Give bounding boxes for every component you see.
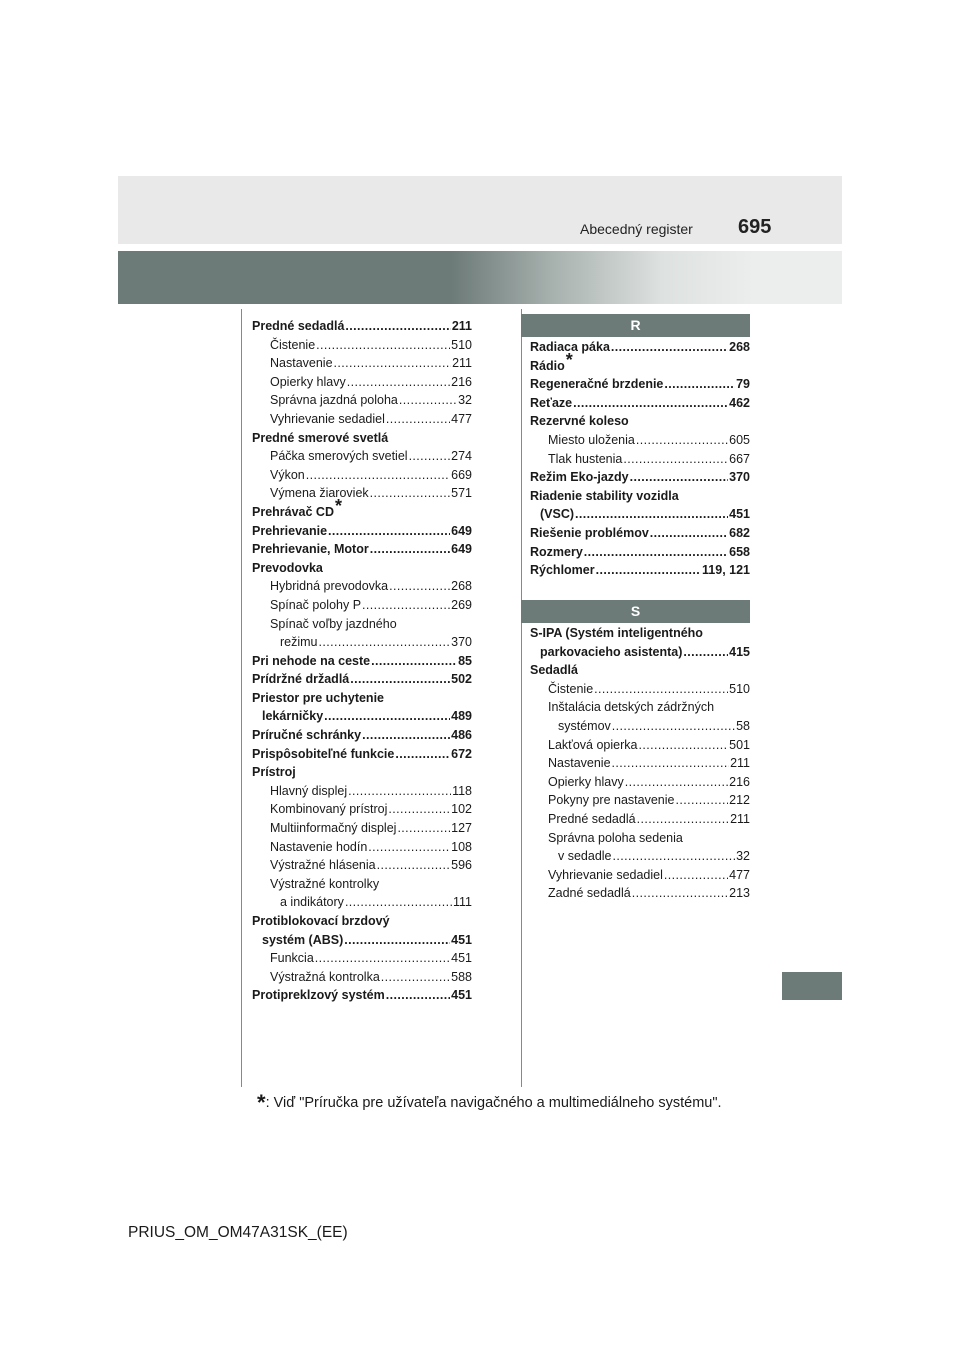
entry-page-number: 127 bbox=[451, 821, 472, 836]
index-heading bbox=[530, 487, 750, 506]
dot-leader bbox=[638, 736, 728, 755]
entry-page-number: 502 bbox=[451, 672, 472, 687]
index-entry bbox=[252, 838, 472, 857]
dot-leader bbox=[632, 884, 728, 903]
entry-term: Prevodovka bbox=[252, 560, 323, 575]
dot-leader bbox=[611, 338, 728, 357]
index-entry bbox=[252, 819, 472, 838]
entry-term: lekárničky bbox=[262, 709, 324, 724]
dot-leader bbox=[409, 447, 451, 466]
entry-term: Čistenie bbox=[548, 681, 594, 696]
dot-leader bbox=[345, 893, 452, 912]
entry-term: Nastavenie hodín bbox=[270, 839, 368, 854]
entry-page-number: 211 bbox=[730, 811, 750, 826]
entry-page-number: 596 bbox=[451, 858, 472, 873]
footnote-star-marker: * bbox=[335, 495, 343, 516]
entry-term: Nastavenie bbox=[270, 356, 333, 371]
entry-page-number: 269 bbox=[451, 597, 472, 612]
entry-page-number: 211 bbox=[730, 756, 750, 771]
entry-term: Výstražné hlásenia bbox=[270, 858, 376, 873]
entry-term: Prístroj bbox=[252, 765, 296, 780]
entry-term: Rádio bbox=[530, 358, 565, 373]
dot-leader bbox=[573, 394, 728, 413]
index-column-r bbox=[530, 338, 750, 580]
entry-page-number: 486 bbox=[451, 728, 472, 743]
dot-leader bbox=[370, 540, 450, 559]
entry-page-number: 649 bbox=[451, 542, 472, 557]
letter-heading-s: S bbox=[521, 600, 750, 623]
index-entry bbox=[252, 447, 472, 466]
entry-term: Spínač polohy P bbox=[270, 597, 362, 612]
entry-page-number: 415 bbox=[729, 644, 750, 659]
entry-term: Tlak hustenia bbox=[548, 451, 623, 466]
dot-leader bbox=[319, 633, 451, 652]
dot-leader bbox=[324, 707, 450, 726]
entry-term: a indikátory bbox=[280, 895, 344, 910]
entry-term: Riešenie problémov bbox=[530, 525, 649, 540]
index-entry bbox=[252, 596, 472, 615]
entry-term: Riadenie stability vozidla bbox=[530, 488, 679, 503]
dot-leader bbox=[650, 524, 728, 543]
entry-page-number: 571 bbox=[451, 486, 472, 501]
entry-page-number: 451 bbox=[729, 507, 750, 522]
entry-term: (VSC) bbox=[540, 507, 575, 522]
entry-term: Spínač voľby jazdného bbox=[270, 616, 397, 631]
index-entry bbox=[530, 338, 750, 357]
entry-page-number: 79 bbox=[736, 377, 750, 392]
entry-term: Výstražné kontrolky bbox=[270, 876, 380, 891]
dot-leader bbox=[381, 968, 450, 987]
dot-leader bbox=[386, 410, 450, 429]
footnote-text: : Viď "Príručka pre užívateľa navigačného a multimediálneho systému". bbox=[265, 1095, 722, 1111]
index-entry bbox=[252, 893, 472, 912]
index-entry bbox=[530, 561, 750, 580]
footnote bbox=[257, 1090, 722, 1116]
dot-leader bbox=[399, 391, 457, 410]
index-heading bbox=[530, 698, 750, 717]
entry-term: Reťaze bbox=[530, 395, 573, 410]
dot-leader bbox=[594, 680, 728, 699]
entry-page-number: 102 bbox=[451, 802, 472, 817]
index-entry bbox=[252, 317, 472, 336]
entry-page-number: 658 bbox=[729, 544, 750, 559]
index-entry bbox=[252, 577, 472, 596]
dot-leader bbox=[612, 717, 735, 736]
index-entry bbox=[530, 680, 750, 699]
entry-term: parkovacieho asistenta) bbox=[540, 644, 683, 659]
index-heading bbox=[252, 495, 472, 522]
entry-term: Multiinformačný displej bbox=[270, 821, 397, 836]
entry-term: Protiblokovací brzdový bbox=[252, 914, 390, 928]
index-entry bbox=[530, 524, 750, 543]
entry-term: Prehrávač CD bbox=[252, 504, 334, 519]
entry-page-number: 370 bbox=[451, 635, 472, 650]
entry-page-number: 216 bbox=[729, 774, 750, 789]
index-entry bbox=[252, 800, 472, 819]
index-entry bbox=[252, 670, 472, 689]
dot-leader bbox=[377, 856, 451, 875]
index-heading bbox=[252, 912, 472, 931]
index-heading bbox=[252, 875, 472, 894]
entry-term: Režim Eko-jazdy bbox=[530, 470, 629, 485]
dot-leader bbox=[334, 354, 452, 373]
column-divider-left bbox=[241, 309, 242, 1087]
entry-term: Miesto uloženia bbox=[548, 432, 635, 447]
index-entry bbox=[530, 791, 750, 810]
entry-term: Páčka smerových svetiel bbox=[270, 449, 408, 464]
dot-leader bbox=[637, 810, 729, 829]
document-code: PRIUS_OM_OM47A31SK_(EE) bbox=[128, 1224, 348, 1241]
entry-page-number: 501 bbox=[729, 737, 750, 752]
entry-term: systémov bbox=[558, 718, 611, 733]
dot-leader bbox=[362, 726, 450, 745]
dot-leader bbox=[613, 847, 736, 866]
letter-heading-r: R bbox=[521, 314, 750, 337]
dot-leader bbox=[623, 450, 728, 469]
entry-term: režimu bbox=[280, 635, 318, 650]
entry-term: Príručné schránky bbox=[252, 728, 362, 743]
index-entry bbox=[530, 505, 750, 524]
dot-leader bbox=[625, 773, 728, 792]
entry-page-number: 211 bbox=[451, 319, 472, 333]
index-entry bbox=[252, 856, 472, 875]
entry-page-number: 462 bbox=[729, 395, 750, 410]
entry-term: Predné smerové svetlá bbox=[252, 430, 389, 445]
entry-term: Rozmery bbox=[530, 544, 583, 559]
header-bar bbox=[118, 176, 842, 244]
entry-term: Funkcia bbox=[270, 951, 314, 966]
entry-page-number: 669 bbox=[451, 467, 472, 482]
index-heading bbox=[252, 689, 472, 708]
entry-term: Lakťová opierka bbox=[548, 737, 638, 752]
index-heading bbox=[530, 412, 750, 431]
page-number: 695 bbox=[738, 216, 772, 238]
dot-leader bbox=[370, 484, 450, 503]
dot-leader bbox=[347, 373, 450, 392]
entry-term: Opierky hlavy bbox=[548, 774, 624, 789]
dot-leader bbox=[368, 838, 450, 857]
index-heading bbox=[530, 829, 750, 848]
index-entry bbox=[530, 375, 750, 394]
footnote-star-marker: * bbox=[565, 349, 573, 370]
index-entry bbox=[252, 336, 472, 355]
index-entry bbox=[252, 726, 472, 745]
entry-page-number: 119, 121 bbox=[702, 563, 750, 578]
index-entry bbox=[530, 717, 750, 736]
index-heading bbox=[252, 763, 472, 782]
entry-page-number: 85 bbox=[458, 653, 472, 668]
index-heading bbox=[252, 429, 472, 448]
entry-page-number: 108 bbox=[451, 839, 472, 854]
entry-term: Výstražná kontrolka bbox=[270, 969, 380, 984]
dot-leader bbox=[388, 800, 450, 819]
index-entry bbox=[252, 745, 472, 764]
index-entry bbox=[252, 986, 472, 1005]
entry-term: Predné sedadlá bbox=[548, 811, 636, 826]
entry-page-number: 477 bbox=[451, 411, 472, 426]
entry-page-number: 32 bbox=[458, 393, 472, 408]
index-entry bbox=[530, 884, 750, 903]
dot-leader bbox=[630, 468, 729, 487]
index-entry bbox=[530, 866, 750, 885]
entry-page-number: 682 bbox=[729, 525, 750, 540]
dot-leader bbox=[389, 577, 450, 596]
entry-page-number: 510 bbox=[451, 337, 472, 352]
index-heading bbox=[252, 615, 472, 634]
index-entry bbox=[252, 373, 472, 392]
entry-term: Výkon bbox=[270, 467, 305, 482]
entry-page-number: 451 bbox=[451, 951, 472, 966]
dot-leader bbox=[348, 782, 451, 801]
dot-leader bbox=[575, 505, 728, 524]
index-entry bbox=[252, 354, 472, 373]
section-title: Abecedný register bbox=[580, 221, 693, 237]
entry-term: Pri nehode na ceste bbox=[252, 653, 371, 668]
entry-term: v sedadle bbox=[558, 849, 612, 864]
dot-leader bbox=[328, 522, 450, 541]
entry-page-number: 451 bbox=[451, 988, 472, 1003]
entry-term: Priestor pre uchytenie bbox=[252, 690, 384, 705]
index-column-s bbox=[530, 624, 750, 903]
dot-leader bbox=[395, 745, 450, 764]
index-entry bbox=[252, 652, 472, 671]
entry-page-number: 111 bbox=[452, 895, 472, 910]
entry-page-number: 667 bbox=[729, 451, 750, 466]
dot-leader bbox=[636, 431, 728, 450]
entry-page-number: 510 bbox=[729, 681, 750, 696]
index-entry bbox=[252, 484, 472, 503]
header-gradient-band bbox=[118, 251, 842, 304]
entry-term: Kombinovaný prístroj bbox=[270, 802, 388, 817]
entry-term: Prispôsobiteľné funkcie bbox=[252, 746, 395, 761]
index-heading bbox=[530, 349, 750, 376]
entry-term: Správna poloha sedenia bbox=[548, 830, 683, 845]
entry-page-number: 451 bbox=[451, 932, 472, 947]
dot-leader bbox=[350, 670, 450, 689]
entry-page-number: 212 bbox=[729, 793, 750, 808]
entry-term: Predné sedadlá bbox=[252, 319, 345, 333]
index-entry bbox=[252, 633, 472, 652]
entry-term: Výmena žiaroviek bbox=[270, 486, 369, 501]
dot-leader bbox=[316, 336, 450, 355]
index-entry bbox=[252, 782, 472, 801]
entry-page-number: 213 bbox=[729, 886, 750, 901]
index-heading bbox=[252, 559, 472, 578]
entry-term: Prehrievanie bbox=[252, 523, 328, 538]
index-entry bbox=[530, 810, 750, 829]
index-entry bbox=[530, 736, 750, 755]
dot-leader bbox=[664, 375, 735, 394]
index-entry bbox=[252, 410, 472, 429]
entry-page-number: 588 bbox=[451, 969, 472, 984]
index-entry bbox=[252, 466, 472, 485]
entry-page-number: 32 bbox=[736, 849, 750, 864]
index-entry bbox=[252, 949, 472, 968]
entry-term: S-IPA (Systém inteligentného bbox=[530, 626, 703, 640]
entry-page-number: 649 bbox=[451, 523, 472, 538]
dot-leader bbox=[315, 949, 450, 968]
index-entry bbox=[252, 540, 472, 559]
entry-page-number: 370 bbox=[729, 470, 750, 485]
entry-page-number: 477 bbox=[729, 867, 750, 882]
footnote-star: * bbox=[257, 1090, 266, 1115]
entry-term: Prídržné držadlá bbox=[252, 672, 350, 687]
index-entry bbox=[252, 968, 472, 987]
index-entry bbox=[530, 394, 750, 413]
entry-term: Čistenie bbox=[270, 337, 316, 352]
dot-leader bbox=[362, 596, 450, 615]
dot-leader bbox=[371, 652, 457, 671]
entry-term: Opierky hlavy bbox=[270, 374, 346, 389]
entry-page-number: 268 bbox=[729, 340, 750, 354]
entry-term: Prehrievanie, Motor bbox=[252, 542, 369, 557]
entry-term: Nastavenie bbox=[548, 756, 611, 771]
index-entry bbox=[252, 522, 472, 541]
index-entry bbox=[530, 754, 750, 773]
index-entry bbox=[530, 773, 750, 792]
index-entry bbox=[530, 468, 750, 487]
index-column-p bbox=[252, 317, 472, 1005]
entry-page-number: 118 bbox=[452, 783, 472, 798]
entry-page-number: 58 bbox=[736, 718, 750, 733]
entry-term: Pokyny pre nastavenie bbox=[548, 793, 675, 808]
dot-leader bbox=[596, 561, 701, 580]
entry-term: Rezervné koleso bbox=[530, 414, 629, 429]
dot-leader bbox=[612, 754, 730, 773]
entry-term: Inštalácia detských zádržných bbox=[548, 700, 715, 715]
entry-term: Zadné sedadlá bbox=[548, 886, 631, 901]
entry-term: Sedadlá bbox=[530, 663, 578, 678]
entry-page-number: 274 bbox=[451, 449, 472, 464]
entry-term: Hybridná prevodovka bbox=[270, 579, 389, 594]
dot-leader bbox=[683, 643, 728, 662]
entry-page-number: 672 bbox=[451, 746, 472, 761]
index-heading bbox=[530, 661, 750, 680]
entry-term: Rýchlomer bbox=[530, 563, 595, 578]
entry-page-number: 211 bbox=[452, 356, 472, 371]
dot-leader bbox=[397, 819, 450, 838]
entry-term: Správna jazdná poloha bbox=[270, 393, 398, 408]
dot-leader bbox=[386, 986, 450, 1005]
dot-leader bbox=[675, 791, 728, 810]
entry-term: Protipreklzový systém bbox=[252, 988, 385, 1003]
entry-page-number: 268 bbox=[451, 579, 472, 594]
index-entry bbox=[252, 391, 472, 410]
entry-term: Regeneračné brzdenie bbox=[530, 377, 664, 392]
entry-page-number: 216 bbox=[451, 374, 472, 389]
dot-leader bbox=[344, 931, 450, 950]
index-entry bbox=[530, 847, 750, 866]
column-divider-middle bbox=[521, 309, 522, 1087]
entry-term: Vyhrievanie sedadiel bbox=[548, 867, 663, 882]
dot-leader bbox=[664, 866, 728, 885]
entry-page-number: 605 bbox=[729, 432, 750, 447]
thumb-index-tab bbox=[782, 972, 842, 1000]
index-entry bbox=[530, 431, 750, 450]
index-entry bbox=[530, 643, 750, 662]
entry-term: Radiaca páka bbox=[530, 340, 610, 354]
index-entry bbox=[252, 931, 472, 950]
entry-term: systém (ABS) bbox=[262, 932, 344, 947]
dot-leader bbox=[584, 543, 728, 562]
dot-leader bbox=[345, 317, 450, 336]
index-entry bbox=[252, 707, 472, 726]
index-heading bbox=[530, 624, 750, 643]
entry-term: Vyhrievanie sedadiel bbox=[270, 411, 385, 426]
entry-page-number: 489 bbox=[451, 709, 472, 724]
index-entry bbox=[530, 450, 750, 469]
dot-leader bbox=[306, 466, 450, 485]
index-entry bbox=[530, 543, 750, 562]
entry-term: Hlavný displej bbox=[270, 783, 348, 798]
